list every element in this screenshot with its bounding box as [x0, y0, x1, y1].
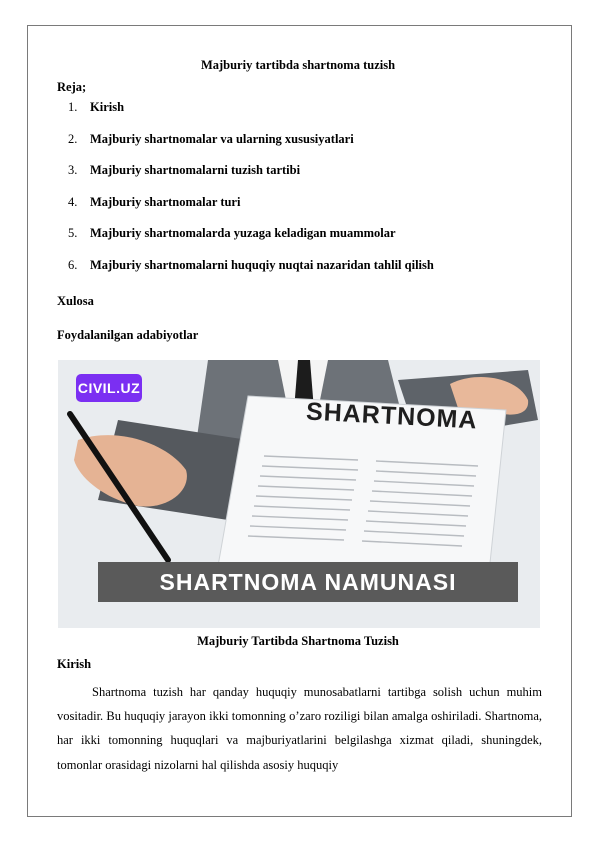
plan-list [68, 99, 434, 289]
section-heading: Kirish [57, 657, 92, 671]
references-heading: Foydalanilgan adabiyotlar [57, 328, 199, 342]
conclusion-heading: Xulosa [57, 294, 94, 308]
plan-item: 4. Majburiy shartnomalar turi [68, 194, 241, 209]
intro-paragraph: Shartnoma tuzish har qanday huquqiy munosabatlarni tartibga solish uchun muhim vositadir. Bu huquqiy jarayon ikki tomonning o’zaro roziligi bilan amalga oshiriladi. Shartnoma, har ikki tomonning huquqlari va majburiyatlarini belgilashga xizmat qiladi, shuningdek, tomonlar orasidagi nizolarni hal qilishda asosiy huquqiy [57, 685, 542, 772]
sheet-title: SHARTNOMA [305, 397, 479, 435]
contract-illustration [58, 360, 540, 628]
plan-item: 1. Kirish [68, 100, 125, 114]
plan-item: 2. Majburiy shartnomalar va ularning xususiyatlari [68, 131, 354, 146]
document-title: Majburiy tartibda shartnoma tuzish [200, 58, 396, 72]
plan-item: 6. Majburiy shartnomalarni huquqiy nuqtai nazaridan tahlil qilish [68, 257, 434, 272]
plan-item: 3. Majburiy shartnomalarni tuzish tartibi [68, 163, 301, 178]
plan-heading: Reja; [57, 80, 87, 94]
civil-uz-logo: CIVIL.UZ [76, 374, 142, 402]
plan-item: 5. Majburiy shartnomalarda yuzaga keladigan muammolar [68, 226, 396, 241]
image-banner: SHARTNOMA NAMUNASI [98, 562, 518, 602]
image-caption: Majburiy Tartibda Shartnoma Tuzish [197, 634, 399, 648]
